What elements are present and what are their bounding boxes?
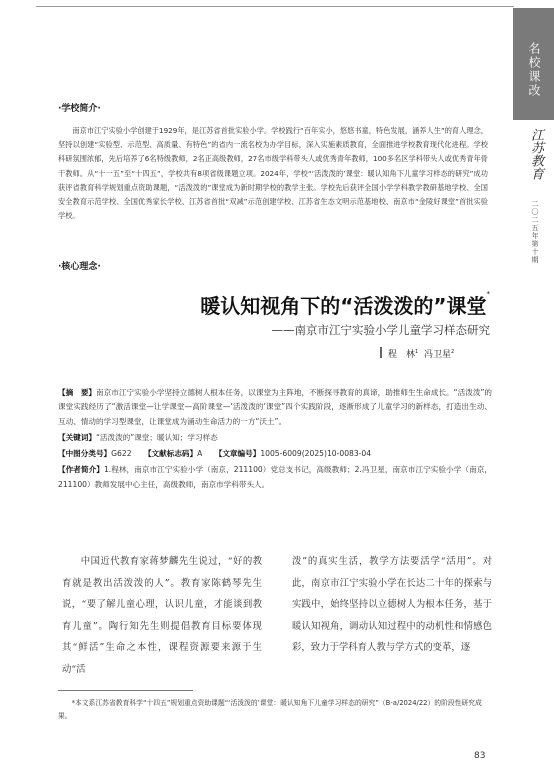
journal-name: 江苏教育: [528, 128, 543, 180]
title-footnote-mark: *: [486, 290, 490, 298]
author-1-mark: 1: [415, 349, 419, 355]
keywords: [58, 431, 492, 445]
author-2-mark: 2: [450, 349, 455, 355]
article-title: [150, 290, 490, 319]
clc-label: 【中图分类号】: [58, 449, 112, 459]
section-tab: [513, 8, 554, 120]
abstract: [58, 386, 492, 429]
article-subtitle: ——南京市江宁实验小学儿童学习样态研究: [271, 323, 490, 337]
author-2: 冯卫星: [423, 350, 451, 360]
body-columns: [62, 551, 492, 680]
article-title-text: 暖认知视角下的“活泼泼的”课堂: [200, 294, 487, 318]
article-no-value: 1005-6009(2025)10-0083-04: [260, 449, 372, 459]
body-column-left: 中国近代教育家蒋梦麟先生说过，“好的教育就是教出活泼泼的人”。教育家陈鹤琴先生说，“要了解儿童心理，认识儿童，才能谈到教育儿童”。陶行知先生则提倡教育目标要体现其“鲜活”生命之本性，课程资源要来源于生动“活: [62, 556, 262, 675]
author-info-text: 1.程林，南京市江宁实验小学（南京，211100）党总支书记，高级教师；2.冯卫星，南京市江宁实验小学（南京，211100）教师发展中心主任，高级教师，南京市学科带头人。: [58, 465, 492, 489]
footnote-rule: [58, 690, 193, 691]
keywords-label: 【关键词】: [58, 432, 96, 442]
article-no-label: 【文章编号】: [214, 449, 261, 459]
footnote: *本文系江苏省教育科学“十四五”规划重点资助课题“‘活泼泼的’课堂：暖认知角下儿童学习样态的研究”（B-a/2024/22）的阶段性研究成果。: [58, 699, 482, 720]
page-number: 83: [474, 751, 486, 761]
authors: [380, 347, 490, 361]
doc-code-value: A: [197, 449, 203, 459]
author-bar: [380, 347, 382, 358]
core-concept-heading: ·核心理念·: [58, 262, 101, 272]
body-column-right: 泼”的真实生活，教学方法要活学“活用”。对此，南京市江宁实验小学在长达二十年的探索与实践中，始终坚持以立德树人为根本任务，基于暖认知视角，调动认知过程中的动机性和情感色彩，致力于学科育人教与学方式的变革，逐: [292, 556, 492, 653]
author-1: 程 林: [388, 350, 416, 360]
abstract-text: 南京市江宁实验小学坚持立德树人根本任务，以课堂为主阵地，不断探寻教育的真谛，助推师生生命成长。“活泼泼”的课堂实践经历了“激活课堂—让学课堂—高阶课堂—‘活泼泼的’课堂”四个实践阶段，逐渐形成了儿童学习的新样态，打造出生动、互动、情动的学习型课堂，让课堂成为涌动生命活力的一方“沃土”。: [58, 388, 492, 426]
section-tab-label: 名校课改: [527, 42, 541, 98]
article-meta: [58, 386, 492, 494]
journal-issue: 二〇二五年第十期: [531, 200, 539, 264]
school-intro-heading: ·学校简介·: [58, 104, 101, 114]
keywords-text: “活泼泼的”课堂；暖认知；学习样态: [95, 432, 218, 442]
school-intro-text: 南京市江宁实验小学创建于1929年，是江苏省首批实验小学。学校践行“百年实小，悠悠书童，特色发展，涵养人生”的育人理念，坚持以创建“实验型、示范型、高质量、有特色”的省内一流名校为办学目标，深入实施素质教育，全面推进学校教育现代化进程。学校科研氛围浓郁，先后培养了6名特级教师，2名正高级教师，27名市级学科带头人或优秀青年教师，100多名区学科带头人或优秀青年骨干教师。从“十一五”至“十四五”，学校共有8项省级课题立项。2024年，学校“‘活泼泼的’课堂：暖认知角下儿童学习样态的研究”成功获评省教育科学规划重点资助课题，“活泼泼的”课堂成为新时期学校的教学主张。学校先后获评全国小学学科教学教研基地学校、全国安全教育示范学校、全国优秀家长学校、江苏省首批“双减”示范创建学校、江苏省生态文明示范基地校、南京市“金陵好课堂”首批实验学校。: [58, 126, 488, 221]
classification: [58, 447, 492, 461]
author-info-label: 【作者简介】: [58, 465, 104, 475]
doc-code-label: 【文献标志码】: [143, 449, 198, 459]
clc-value: G622: [111, 449, 132, 459]
abstract-label: 【摘 要】: [58, 388, 97, 397]
author-info: [58, 463, 492, 492]
header-rule: [36, 6, 514, 7]
